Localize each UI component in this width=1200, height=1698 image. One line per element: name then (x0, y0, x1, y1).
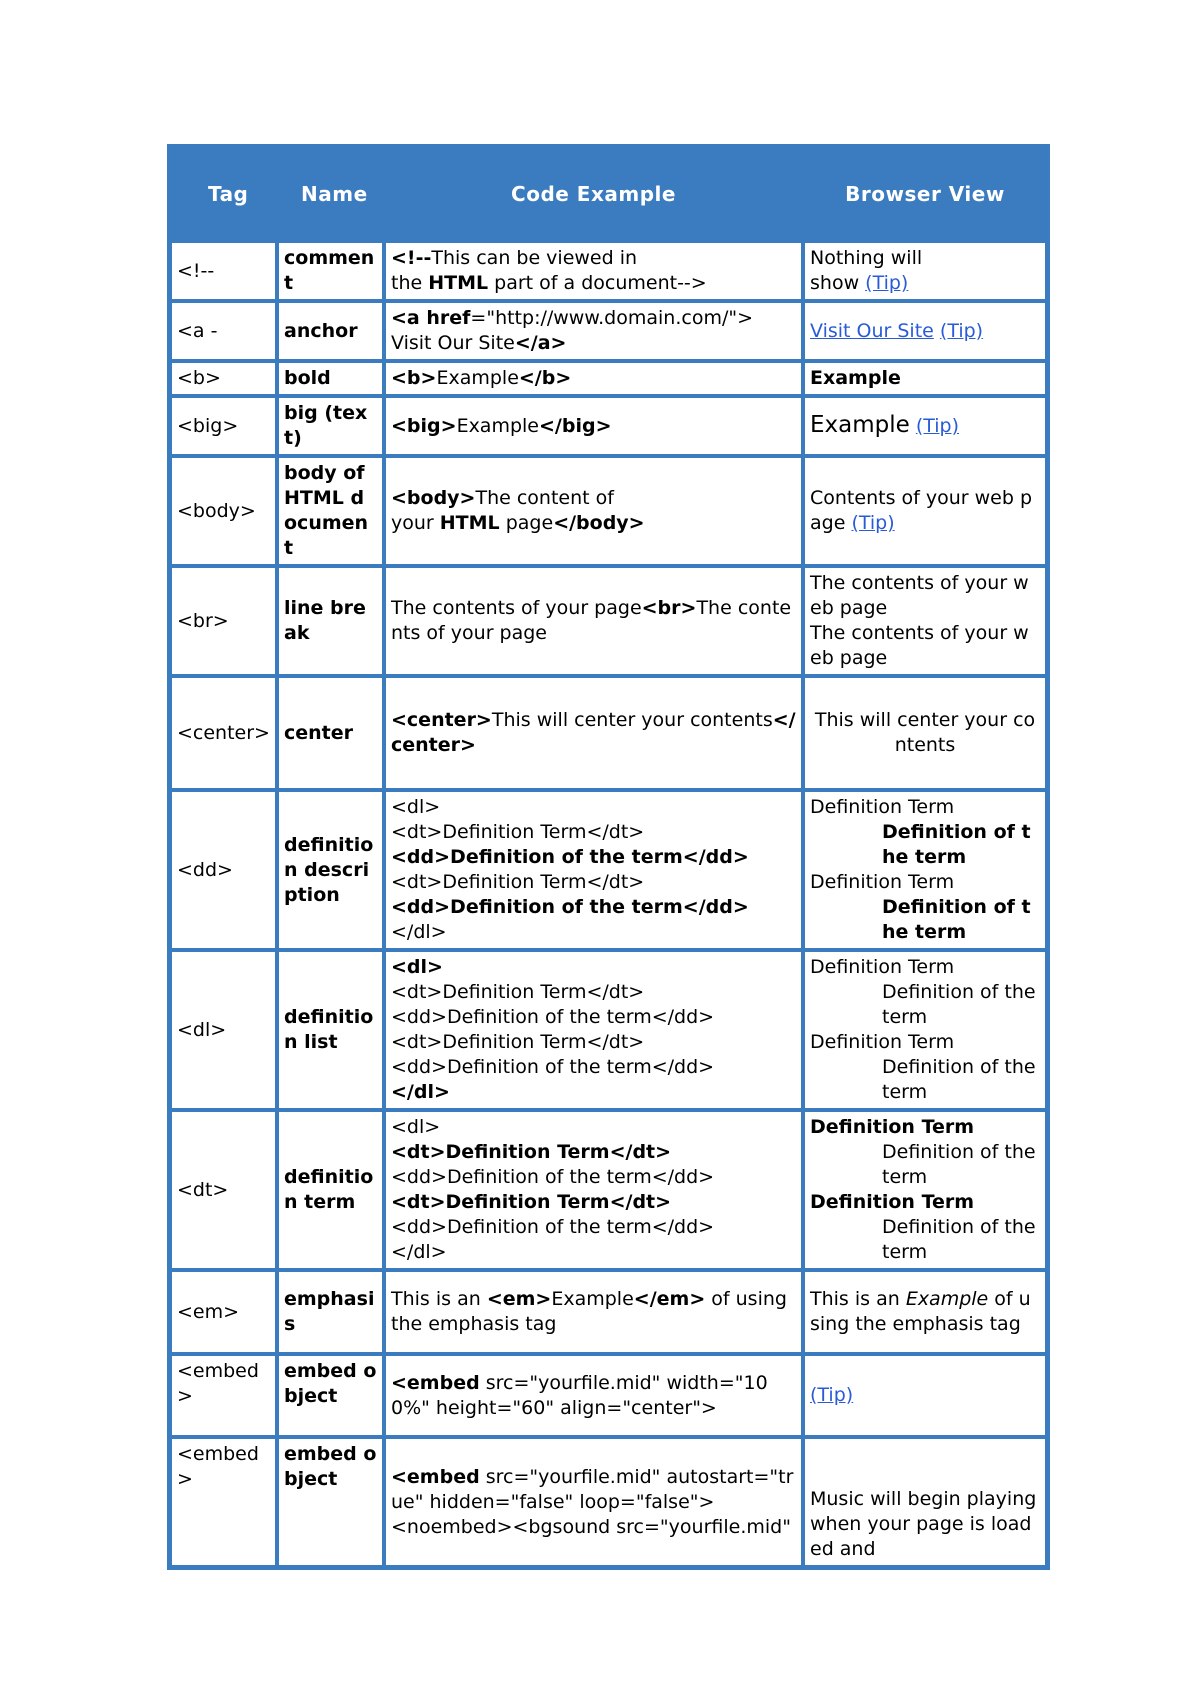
tag-cell: <embed> (170, 1354, 277, 1437)
header-code-example: Code Example (384, 147, 803, 241)
table-row (170, 950, 1047, 1110)
view-cell: Nothing will show (Tip) (803, 241, 1047, 301)
code-cell: <b>Example</b> (384, 361, 803, 396)
view-cell: Contents of your web page (Tip) (803, 456, 1047, 566)
table-row (170, 396, 1047, 456)
name-cell: comment (277, 241, 384, 301)
table-row (170, 790, 1047, 950)
view-cell (803, 301, 1047, 361)
table-row (170, 566, 1047, 676)
name-cell: emphasis (277, 1270, 384, 1354)
table-row (170, 456, 1047, 566)
table-row (170, 361, 1047, 396)
name-cell: center (277, 676, 384, 790)
view-cell: The contents of your web page The contents of your web page (803, 566, 1047, 676)
view-cell: Definition Term Definition of the term Definition Term Definition of the term (803, 1110, 1047, 1270)
name-cell: embed object (277, 1437, 384, 1567)
tip-link[interactable]: (Tip) (810, 1384, 854, 1406)
visit-site-link[interactable]: Visit Our Site (810, 319, 934, 342)
header-name: Name (277, 147, 384, 241)
name-cell: definition description (277, 790, 384, 950)
code-cell: <big>Example</big> (384, 396, 803, 456)
table-row (170, 1354, 1047, 1437)
name-cell: big (text) (277, 396, 384, 456)
code-cell: <dl> <dt>Definition Term</dt> <dd>Definition of the term</dd> <dt>Definition Term</dt> <dd>Definition of the term</dd> </dl> (384, 790, 803, 950)
name-cell: definition list (277, 950, 384, 1110)
tag-cell: <br> (170, 566, 277, 676)
tip-link[interactable]: (Tip) (939, 319, 984, 342)
name-cell: embed object (277, 1354, 384, 1437)
tag-cell: <dd> (170, 790, 277, 950)
view-cell: Definition Term Definition of the term Definition Term Definition of the term (803, 950, 1047, 1110)
view-cell (803, 1354, 1047, 1437)
view-cell: This is an Example of using the emphasis tag (803, 1270, 1047, 1354)
tag-cell: <body> (170, 456, 277, 566)
code-cell: <embed src="yourfile.mid" width="100%" height="60" align="center"> (384, 1354, 803, 1437)
table-row (170, 301, 1047, 361)
header-browser-view: Browser View (803, 147, 1047, 241)
tip-link[interactable]: (Tip) (851, 512, 895, 534)
name-cell: line break (277, 566, 384, 676)
name-cell: bold (277, 361, 384, 396)
tip-link[interactable]: (Tip) (915, 415, 960, 437)
view-cell: Example (803, 361, 1047, 396)
table-row (170, 1437, 1047, 1567)
tag-cell: <big> (170, 396, 277, 456)
tip-link[interactable]: (Tip) (865, 272, 909, 294)
header-tag: Tag (170, 147, 277, 241)
tag-cell: <em> (170, 1270, 277, 1354)
code-cell: <dl> <dt>Definition Term</dt> <dd>Definition of the term</dd> <dt>Definition Term</dt> <dd>Definition of the term</dd> </dl> (384, 950, 803, 1110)
tag-cell: <dl> (170, 950, 277, 1110)
code-cell: <center>This will center your contents</center> (384, 676, 803, 790)
code-cell: <body>The content of your HTML page</body> (384, 456, 803, 566)
view-cell: Example (Tip) (803, 396, 1047, 456)
name-cell: definition term (277, 1110, 384, 1270)
tag-cell: <dt> (170, 1110, 277, 1270)
html-tags-table (167, 144, 1050, 1570)
code-cell: <dl> <dt>Definition Term</dt> <dd>Definition of the term</dd> <dt>Definition Term</dt> <dd>Definition of the term</dd> </dl> (384, 1110, 803, 1270)
code-cell: <!--This can be viewed in the HTML part of a document--> (384, 241, 803, 301)
tag-cell: <!-- (170, 241, 277, 301)
tag-cell: <center> (170, 676, 277, 790)
tag-cell: <b> (170, 361, 277, 396)
code-cell: <embed src="yourfile.mid" autostart="true" hidden="false" loop="false"> <noembed><bgsound src="yourfile.mid" (384, 1437, 803, 1567)
table-row (170, 241, 1047, 301)
view-cell: Definition Term Definition of the term Definition Term Definition of the term (803, 790, 1047, 950)
table-row (170, 1110, 1047, 1270)
header-row (170, 147, 1047, 241)
table-row (170, 676, 1047, 790)
table-row (170, 1270, 1047, 1354)
name-cell: body of HTML document (277, 456, 384, 566)
view-cell: This will center your contents (803, 676, 1047, 790)
code-cell: The contents of your page<br>The contents of your page (384, 566, 803, 676)
code-cell: <a href="http://www.domain.com/"> Visit Our Site</a> (384, 301, 803, 361)
tag-cell: <embed> (170, 1437, 277, 1567)
name-cell: anchor (277, 301, 384, 361)
view-cell: Music will begin playing when your page is loaded and (803, 1437, 1047, 1567)
tag-cell: <a - (170, 301, 277, 361)
code-cell: This is an <em>Example</em> of using the emphasis tag (384, 1270, 803, 1354)
